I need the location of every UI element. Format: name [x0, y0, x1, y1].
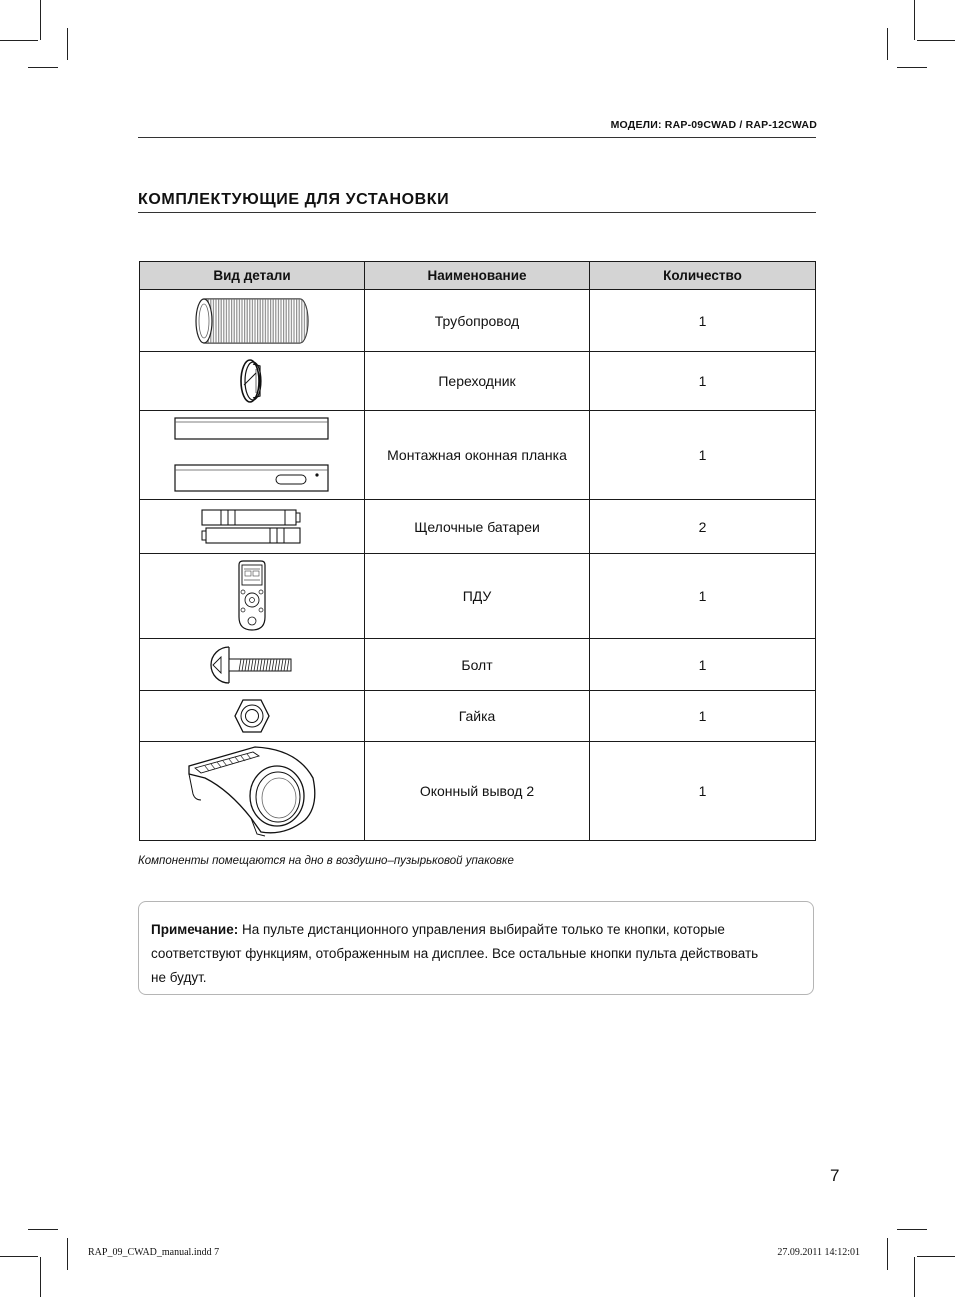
bolt-icon	[209, 644, 295, 686]
part-quantity: 2	[590, 500, 816, 554]
window-slider-icon	[172, 415, 332, 495]
crop-mark	[887, 28, 888, 60]
note-text-line: не будут.	[151, 970, 207, 985]
crop-mark	[28, 67, 58, 68]
crop-mark	[897, 1229, 927, 1230]
part-quantity: 1	[590, 290, 816, 352]
part-quantity: 1	[590, 742, 816, 841]
part-image-cell	[140, 500, 365, 554]
part-image-cell	[140, 352, 365, 411]
header-divider	[138, 137, 816, 138]
crop-mark	[887, 1238, 888, 1270]
crop-mark	[40, 1257, 41, 1297]
table-header-row	[140, 262, 816, 290]
part-name: Гайка	[365, 691, 590, 742]
part-quantity: 1	[590, 411, 816, 500]
batteries-icon	[199, 507, 305, 547]
part-name: ПДУ	[365, 554, 590, 639]
crop-mark	[0, 1256, 38, 1257]
table-row	[140, 290, 816, 352]
part-name: Переходник	[365, 352, 590, 411]
part-name: Оконный вывод 2	[365, 742, 590, 841]
part-name: Монтажная оконная планка	[365, 411, 590, 500]
crop-mark	[67, 28, 68, 60]
parts-table	[139, 261, 816, 841]
part-image-cell	[140, 691, 365, 742]
part-image-cell	[140, 639, 365, 691]
slug-filename: RAP_09_CWAD_manual.indd 7	[88, 1247, 220, 1258]
part-quantity: 1	[590, 554, 816, 639]
crop-mark	[40, 0, 41, 40]
note-text-line: соответствуют функциям, отображенным на дисплее. Все остальные кнопки пульта действовать	[151, 946, 759, 961]
part-quantity: 1	[590, 639, 816, 691]
slug-timestamp: 27.09.2011 14:12:01	[777, 1247, 860, 1258]
window-exhaust-icon	[185, 744, 319, 838]
crop-mark	[0, 40, 38, 41]
table-row	[140, 691, 816, 742]
column-header-name: Наименование	[365, 262, 590, 290]
crop-mark	[67, 1238, 68, 1270]
crop-mark	[28, 1229, 58, 1230]
column-header-quantity: Количество	[590, 262, 816, 290]
packaging-caption: Компоненты помещаются на дно в воздушно–пузырьковой упаковке	[138, 855, 514, 867]
part-name: Щелочные батареи	[365, 500, 590, 554]
crop-mark	[917, 40, 955, 41]
part-image-cell	[140, 411, 365, 500]
column-header-part-view: Вид детали	[140, 262, 365, 290]
part-name: Трубопровод	[365, 290, 590, 352]
crop-mark	[897, 67, 927, 68]
part-quantity: 1	[590, 691, 816, 742]
part-image-cell	[140, 742, 365, 841]
nut-icon	[232, 696, 272, 736]
title-divider	[138, 212, 816, 213]
table-row	[140, 500, 816, 554]
crop-mark	[917, 1256, 955, 1257]
adapter-icon	[232, 355, 272, 407]
note-box	[138, 901, 814, 995]
page-number: 7	[830, 1166, 840, 1185]
section-title: КОМПЛЕКТУЮЩИЕ ДЛЯ УСТАНОВКИ	[138, 191, 450, 208]
part-name: Болт	[365, 639, 590, 691]
part-image-cell	[140, 554, 365, 639]
remote-control-icon	[235, 559, 269, 633]
table-row	[140, 554, 816, 639]
table-row	[140, 742, 816, 841]
hose-icon	[192, 295, 312, 347]
note-text-line: На пульте дистанционного управления выбирайте только те кнопки, которые	[238, 922, 725, 937]
table-row	[140, 411, 816, 500]
models-header: МОДЕЛИ: RAP-09CWAD / RAP-12CWAD	[610, 119, 817, 131]
note-label: Примечание:	[151, 922, 239, 937]
crop-mark	[914, 0, 915, 40]
part-image-cell	[140, 290, 365, 352]
part-quantity: 1	[590, 352, 816, 411]
table-row	[140, 639, 816, 691]
crop-mark	[914, 1257, 915, 1297]
table-row	[140, 352, 816, 411]
